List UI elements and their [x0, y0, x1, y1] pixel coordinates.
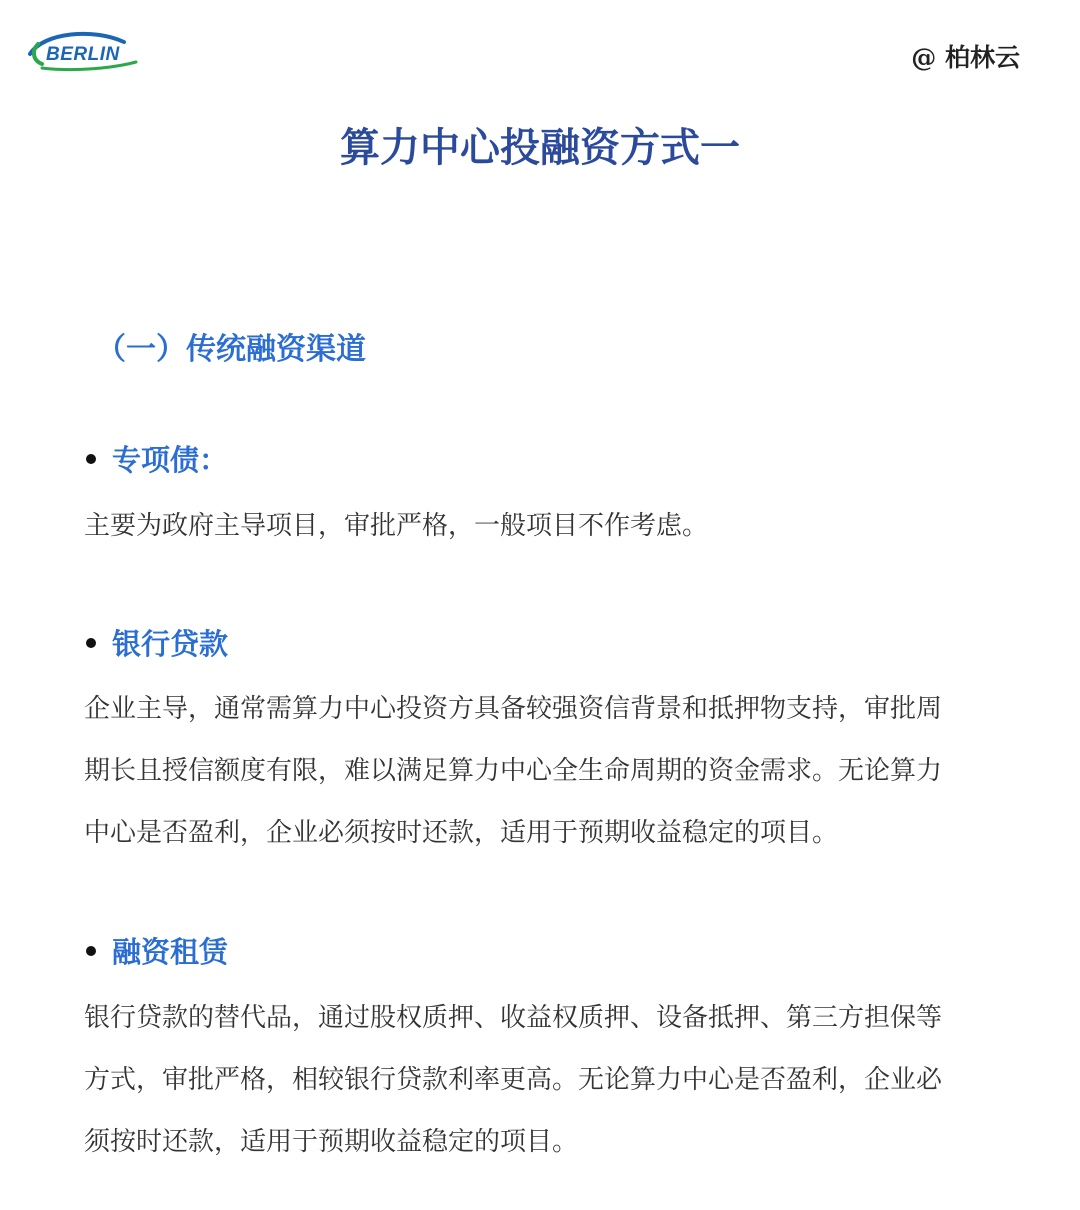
- section-heading: （一）传统融资渠道: [96, 332, 366, 367]
- page-title: 算力中心投融资方式一: [340, 125, 740, 171]
- item-body-bank-loan: 企业主导，通常需算力中心投资方具备较强资信背景和抵押物支持，审批周期长且授信额度有限，难以满足算力中心全生命周期的资金需求。无论算力中心是否盈利，企业必须按时还款，适用于预期收益稳定的项目。: [84, 694, 943, 848]
- bullet-icon: [86, 638, 96, 648]
- item-heading-label: 专项债：: [112, 443, 229, 477]
- berlin-logo: [24, 28, 140, 72]
- item-heading-label: 融资租赁: [112, 935, 229, 969]
- item-body-special-bond: 主要为政府主导项目，审批严格，一般项目不作考虑。: [84, 511, 709, 541]
- bullet-icon: [86, 946, 96, 956]
- logo-text: BERLIN: [46, 44, 120, 65]
- item-body-financial-leasing: 银行贷款的替代品，通过股权质押、收益权质押、设备抵押、第三方担保等方式，审批严格，相较银行贷款利率更高。无论算力中心是否盈利，企业必须按时还款，适用于预期收益稳定的项目。: [84, 1003, 943, 1157]
- item-heading-financial-leasing: [86, 930, 228, 971]
- item-heading-label: 银行贷款: [112, 627, 229, 661]
- item-heading-special-bond: [86, 438, 228, 479]
- bullet-icon: [86, 454, 96, 464]
- item-heading-bank-loan: [86, 622, 228, 663]
- author-watermark: @ 柏林云: [911, 43, 1020, 72]
